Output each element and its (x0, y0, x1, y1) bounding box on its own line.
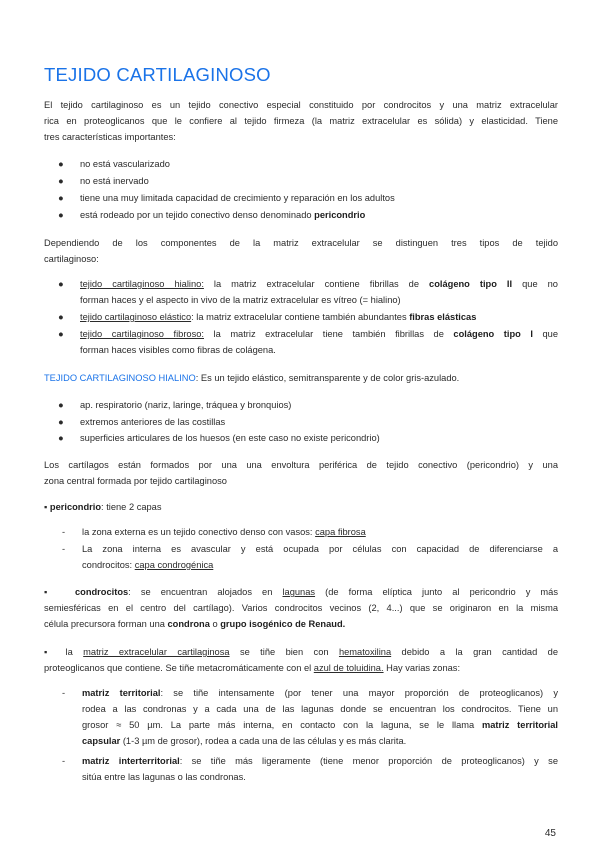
types-intro-line: Dependiendo de los componentes de la matriz extracelular se distinguen tres tipos de tejido (44, 238, 558, 248)
term-lagunas: lagunas (282, 587, 316, 597)
bullet-dot-icon: ● (58, 279, 64, 289)
page-title: TEJIDO CARTILAGINOSO (44, 64, 271, 85)
types-intro-paragraph (44, 235, 558, 267)
term-azul-toluidina: azul de toluidina. (313, 663, 384, 673)
matriz-paragraph: ▪ la matriz extracelular cartilaginosa se tiñe bien con hematoxilina debido a la gran cantidad de proteoglicanos que contiene. Se tiñe metacromáticamente con el azul de toluidina. Hay varias zonas: (44, 647, 559, 673)
square-bullet-icon: ▪ (44, 647, 56, 657)
types-intro-line: cartilaginoso: (44, 254, 99, 264)
term-hialino: tejido cartilaginoso hialino: (80, 279, 204, 289)
dash-icon: - (62, 527, 66, 537)
square-bullet-icon: ▪ (44, 587, 55, 597)
page-number: 45 (544, 828, 556, 839)
location-text: extremos anteriores de las costillas (80, 417, 226, 427)
dash-icon: - (62, 688, 66, 698)
term-hematoxilina: hematoxilina (338, 647, 392, 657)
bullet-dot-icon: ● (58, 400, 64, 410)
bullet-dot-icon: ● (58, 210, 64, 220)
pericondrio-term: pericondrio (314, 210, 366, 220)
dash-icon: - (62, 544, 66, 554)
square-bullet-icon: ▪ (44, 502, 48, 512)
bullet-dot-icon: ● (58, 417, 64, 427)
feature-text: tiene una muy limitada capacidad de crecimiento y reparación en los adultos (80, 193, 395, 203)
feature-text: está rodeado por un tejido conectivo denso denominado pericondrio (80, 210, 366, 220)
condrocitos-paragraph: ▪ condrocitos: se encuentran alojados en lagunas (de forma elíptica junto al pericondrio y más semiesféricas en el centro del cartílago). Varios condrocitos vecinos (2, 4...) que se originaron en la misma célula precursora forman una condrona o grupo isogénico de Renaud. (44, 587, 558, 629)
term-matriz-extracelular: matriz extracelular cartilaginosa (83, 647, 230, 657)
type-text: tejido cartilaginoso hialino: la matriz extracelular contiene fibrillas de colágeno tipo II que no forman haces y el aspecto in vivo de la matriz extracelular es vítreo (= hialino) (80, 279, 558, 305)
bullet-dot-icon: ● (58, 159, 64, 169)
type-text: tejido cartilaginoso elástico: la matriz extracelular contiene también abundantes fibras elásticas (80, 312, 477, 322)
intro-paragraph (44, 97, 558, 145)
intro-line: rica en proteoglicanos que le confiere al tejido firmeza (la matriz extracelular es sólida) y elasticidad. Tiene (44, 116, 558, 126)
bullet-dot-icon: ● (58, 193, 64, 203)
bullet-dot-icon: ● (58, 433, 64, 443)
bullet-dot-icon: ● (58, 312, 64, 322)
bullet-dot-icon: ● (58, 176, 64, 186)
term-capa-condrogenica: capa condrogénica (134, 560, 214, 570)
section-heading-hialino: TEJIDO CARTILAGINOSO HIALINO (44, 373, 196, 383)
location-text: superficies articulares de los huesos (en este caso no existe pericondrio) (80, 433, 380, 443)
intro-line: El tejido cartilaginoso es un tejido conectivo especial constituido por condrocitos y una matriz extracelular (44, 100, 558, 110)
pericondrio-heading: ▪ pericondrio: tiene 2 capas (44, 502, 162, 512)
term-fibroso: tejido cartilaginoso fibroso: (80, 329, 204, 339)
dash-icon: - (62, 756, 66, 766)
intro-line: tres características importantes: (44, 132, 176, 142)
bullet-dot-icon: ● (58, 329, 64, 339)
hialino-heading-line: TEJIDO CARTILAGINOSO HIALINO: Es un tejido elástico, semitransparente y de color gris-azulado. (44, 373, 460, 383)
type-text: tejido cartilaginoso fibroso: la matriz extracelular tiene también fibrillas de colágeno tipo I que forman haces visibles como fibras de colágena. (80, 329, 558, 355)
term-capa-fibrosa: capa fibrosa (315, 527, 366, 537)
term-elastico: tejido cartilaginoso elástico (80, 312, 192, 322)
feature-text: no está inervado (80, 176, 149, 186)
location-text: ap. respiratorio (nariz, laringe, tráquea y bronquios) (80, 400, 292, 410)
cartilage-paragraph: Los cartílagos están formados por una una envoltura periférica de tejido conectivo (pericondrio) y una zona central formada por tejido cartilaginoso (44, 460, 558, 486)
feature-text: no está vascularizado (80, 159, 170, 169)
